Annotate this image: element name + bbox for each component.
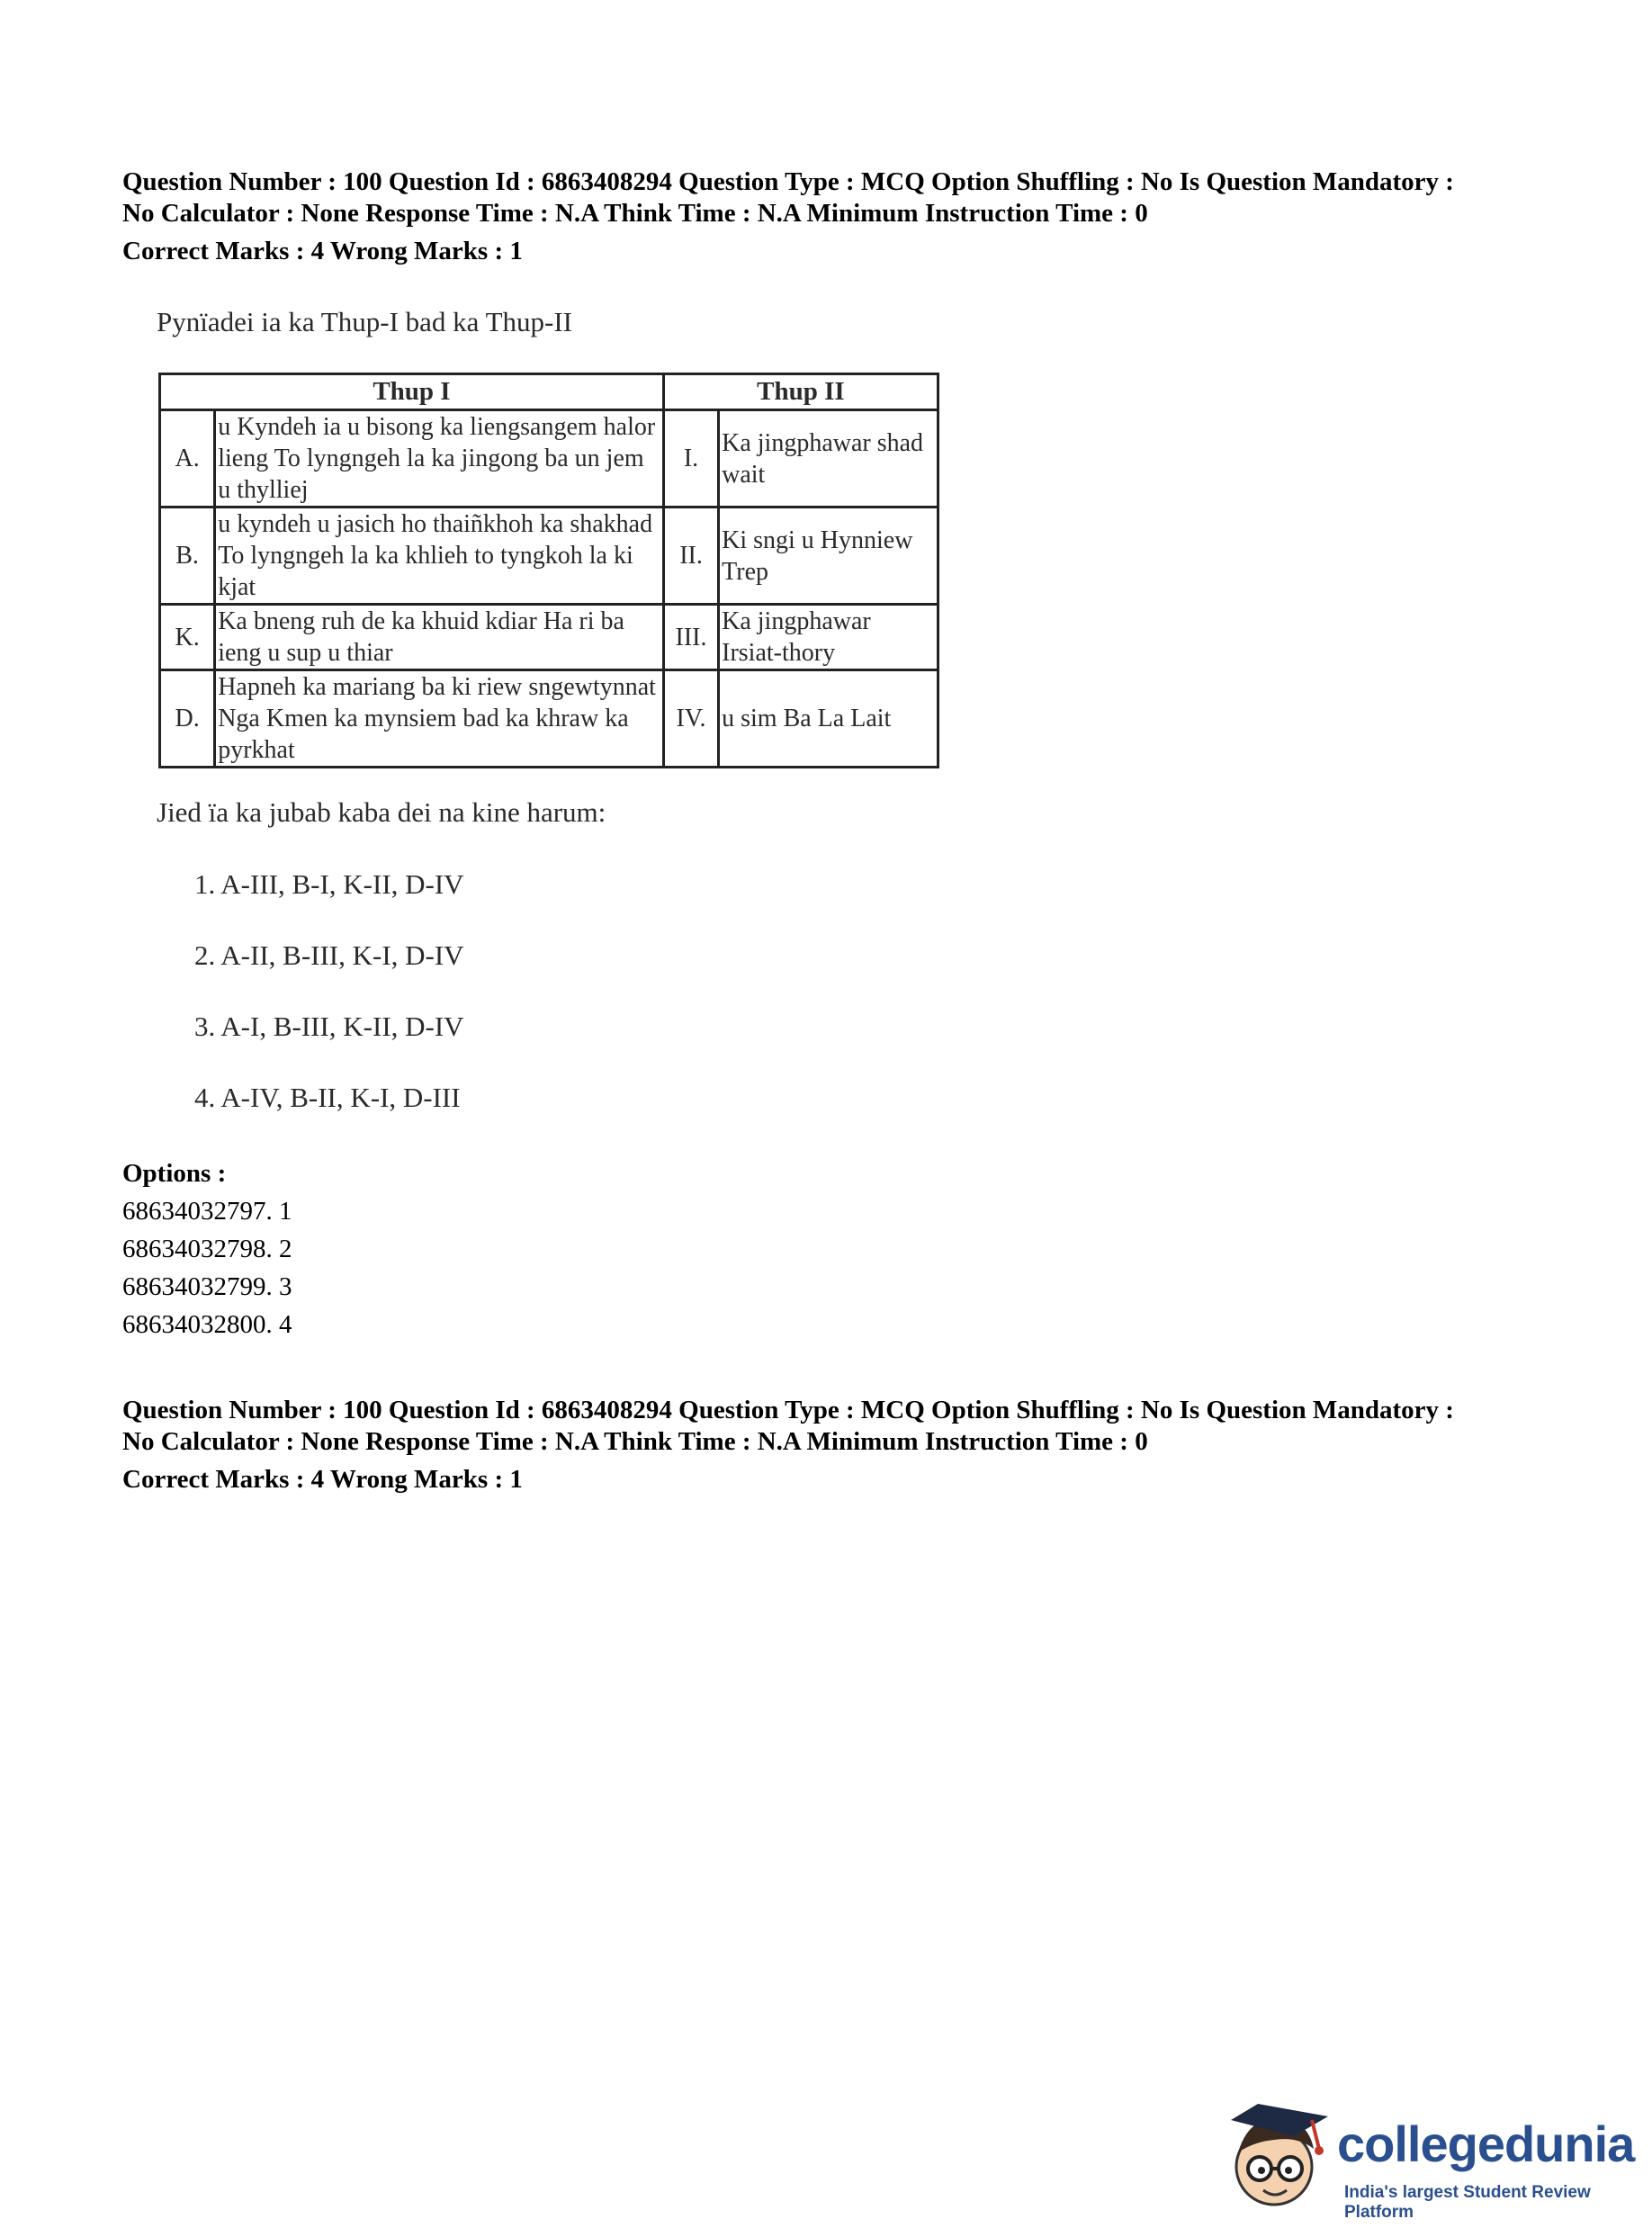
choice-item: 1. A-III, B-I, K-II, D-IV	[194, 868, 464, 900]
choice-item: 3. A-I, B-III, K-II, D-IV	[194, 1011, 464, 1042]
row-text-2: u sim Ba La Lait	[719, 670, 938, 768]
table-row	[160, 410, 938, 508]
options-block	[122, 1154, 292, 1343]
option-item: 68634032797. 1	[122, 1197, 292, 1226]
choice-item: 2. A-II, B-III, K-I, D-IV	[194, 939, 464, 971]
row-text-1: u Kyndeh ia u bisong ka liengsangem halor lieng To lyngngeh la ka jingong ba un jem u thylliej	[215, 410, 664, 508]
row-text-2: Ka jingphawar shad wait	[719, 410, 938, 508]
marks-line: Correct Marks : 4 Wrong Marks : 1	[122, 237, 523, 265]
options-title: Options :	[122, 1159, 227, 1188]
question-meta-repeat	[122, 1395, 1562, 1496]
row-text-1: u kyndeh u jasich ho thaiñkhoh ka shakhad To lyngngeh la ka khlieh to tyngkoh la ki kjat	[215, 508, 664, 605]
option-item: 68634032798. 2	[122, 1235, 292, 1263]
table-row	[160, 670, 938, 768]
match-table	[158, 373, 939, 768]
collegedunia-logo	[1222, 2097, 1645, 2223]
row-label-1: B.	[160, 508, 215, 605]
marks-line: Correct Marks : 4 Wrong Marks : 1	[122, 1465, 523, 1494]
table-row	[160, 605, 938, 670]
table-row	[160, 508, 938, 605]
table-header-thup-1: Thup I	[160, 374, 664, 410]
row-label-2: II.	[663, 508, 718, 605]
table-header-thup-2: Thup II	[663, 374, 938, 410]
meta-line-2: No Calculator : None Response Time : N.A Think Time : N.A Minimum Instruction Time : 0	[122, 1427, 1148, 1456]
meta-line-1: Question Number : 100 Question Id : 6863408294 Question Type : MCQ Option Shuffling : No Is Question Mandatory :	[122, 1396, 1454, 1424]
meta-line-2: No Calculator : None Response Time : N.A Think Time : N.A Minimum Instruction Time : 0	[122, 199, 1148, 228]
row-label-2: III.	[663, 605, 718, 670]
brand-name: collegedunia	[1337, 2116, 1635, 2172]
question-ask: Jied ïa ka jubab kaba dei na kine harum:	[157, 796, 606, 828]
row-label-1: A.	[160, 410, 215, 508]
question-intro: Pynïadei ia ka Thup-I bad ka Thup-II	[157, 306, 573, 337]
row-text-2: Ka jingphawar Irsiat-thory	[719, 605, 938, 670]
row-label-1: K.	[160, 605, 215, 670]
choice-list	[194, 867, 464, 1151]
row-label-2: I.	[663, 410, 718, 508]
row-text-1: Hapneh ka mariang ba ki riew sngewtynnat Nga Kmen ka mynsiem bad ka khraw ka pyrkhat	[215, 670, 664, 768]
question-meta	[122, 166, 1562, 267]
meta-line-1: Question Number : 100 Question Id : 6863408294 Question Type : MCQ Option Shuffling : No Is Question Mandatory :	[122, 167, 1454, 196]
mascot-icon	[1222, 2097, 1339, 2223]
option-item: 68634032799. 3	[122, 1272, 292, 1301]
row-text-2: Ki sngi u Hynniew Trep	[719, 508, 938, 605]
choice-item: 4. A-IV, B-II, K-I, D-III	[194, 1082, 461, 1113]
row-text-1: Ka bneng ruh de ka khuid kdiar Ha ri ba ieng u sup u thiar	[215, 605, 664, 670]
row-label-1: D.	[160, 670, 215, 768]
option-item: 68634032800. 4	[122, 1310, 292, 1339]
row-label-2: IV.	[663, 670, 718, 768]
brand-tagline: India's largest Student Review Platform	[1344, 2183, 1591, 2222]
